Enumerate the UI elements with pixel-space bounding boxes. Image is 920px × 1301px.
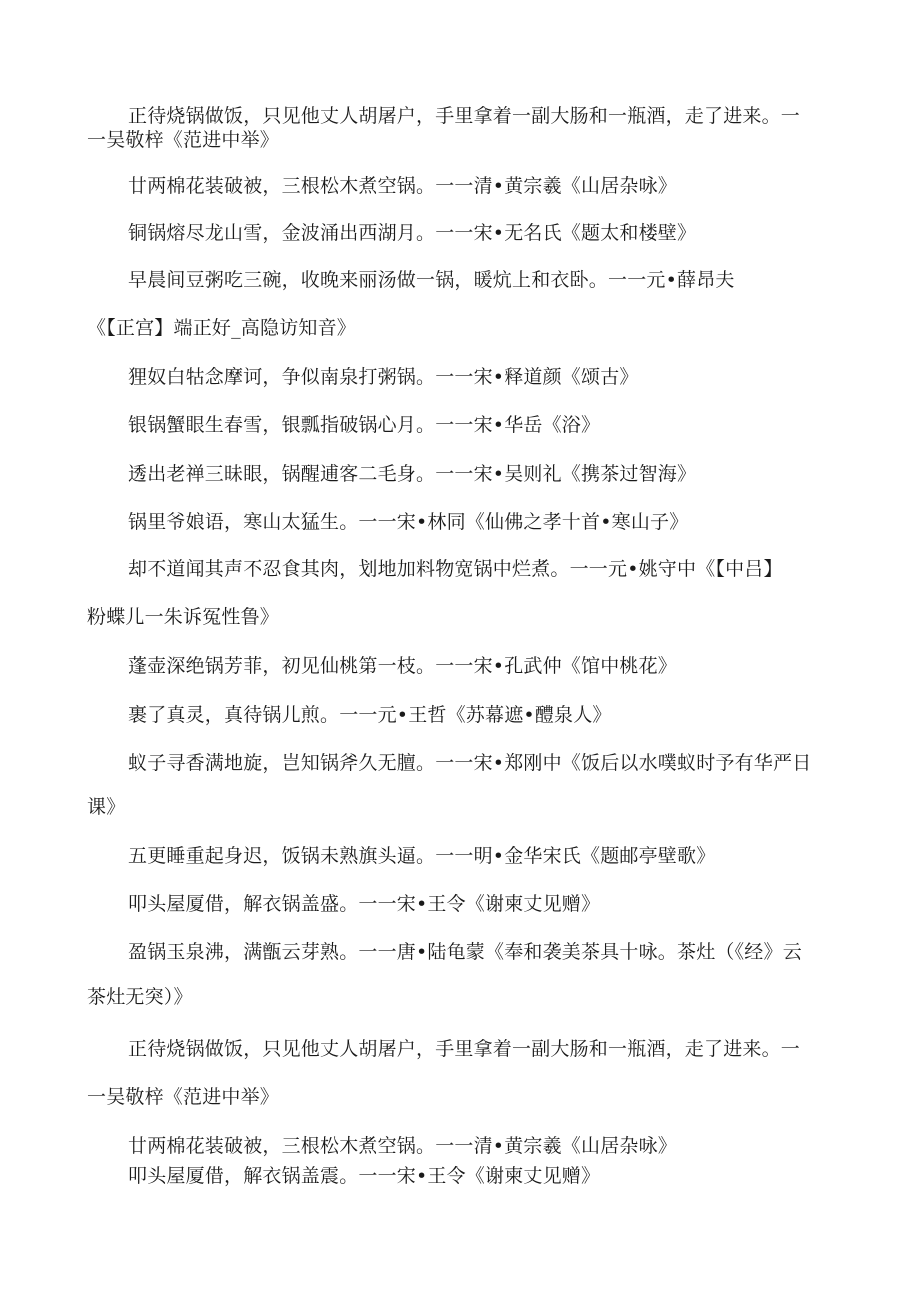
paragraph-line: 正待烧锅做饭，只见他丈人胡屠户，手里拿着一副大肠和一瓶酒，走了进来。一 (128, 105, 801, 127)
paragraph-line: 课》 (87, 796, 126, 818)
paragraph-line: 廿两棉花装破被，三根松木煮空锅。一一清•黄宗羲《山居杂咏》 (128, 175, 678, 197)
paragraph-line: 锅里爷娘语，寒山太猛生。一一宋•林同《仙佛之孝十首•寒山子》 (128, 511, 689, 533)
paragraph-line: 《【正宫】端正好_高隐访知音》 (87, 317, 357, 339)
paragraph-line: 粉蝶儿一朱诉冤性鲁》 (87, 606, 280, 628)
paragraph-line: 盈锅玉泉沸，满甑云芽熟。一一唐•陆龟蒙《奉和袭美茶具十咏。茶灶（《经》云 (128, 941, 802, 963)
paragraph-line: 银锅蟹眼生春雪，银瓢指破锅心月。一一宋•华岳《浴》 (128, 414, 601, 436)
paragraph-line: 裹了真灵，真待锅儿煎。一一元•王哲《苏幕遮•醴泉人》 (128, 704, 612, 726)
paragraph-line: 叩头屋厦借，解衣锅盖盛。一一宋•王令《谢柬丈见赠》 (128, 893, 601, 915)
paragraph-line: 廿两棉花装破被，三根松木煮空锅。一一清•黄宗羲《山居杂咏》 (128, 1135, 678, 1157)
paragraph-line: 铜锅熔尽龙山雪，金波涌出西湖月。一一宋•无名氏《题太和楼壁》 (128, 222, 697, 244)
paragraph-line: 一吴敬梓《范进中举》 (87, 129, 280, 151)
paragraph-line: 叩头屋厦借，解衣锅盖震。一一宋•王令《谢柬丈见赠》 (128, 1165, 601, 1187)
paragraph-line: 正待烧锅做饭，只见他丈人胡屠户，手里拿着一副大肠和一瓶酒，走了进来。一 (128, 1038, 801, 1060)
paragraph-line: 狸奴白牯念摩诃，争似南泉打粥锅。一一宋•释道颜《颂古》 (128, 366, 639, 388)
paragraph-line: 却不道闻其声不忍食其肉，划地加料物宽锅中烂煮。一一元•姚守中《【中吕】 (128, 558, 783, 580)
paragraph-line: 蚁子寻香满地旋，岂知锅斧久无膻。一一宋•郑刚中《饭后以水噗蚁时予有华严日 (128, 752, 812, 774)
paragraph-line: 蓬壶深绝锅芳菲，初见仙桃第一枝。一一宋•孔武仲《馆中桃花》 (128, 655, 678, 677)
paragraph-line: 早晨间豆粥吃三碗，收晚来丽汤做一锅，暖炕上和衣卧。一一元•薛昂夫 (128, 269, 735, 291)
paragraph-line: 茶灶无突）》 (87, 986, 193, 1008)
paragraph-line: 一吴敬梓《范进中举》 (87, 1086, 280, 1108)
paragraph-line: 五更睡重起身迟，饭锅未熟旗头逼。一一明•金华宋氏《题邮亭壁歌》 (128, 845, 716, 867)
paragraph-line: 透出老禅三昧眼，锅醒逋客二毛身。一一宋•吴则礼《携茶过智海》 (128, 463, 697, 485)
